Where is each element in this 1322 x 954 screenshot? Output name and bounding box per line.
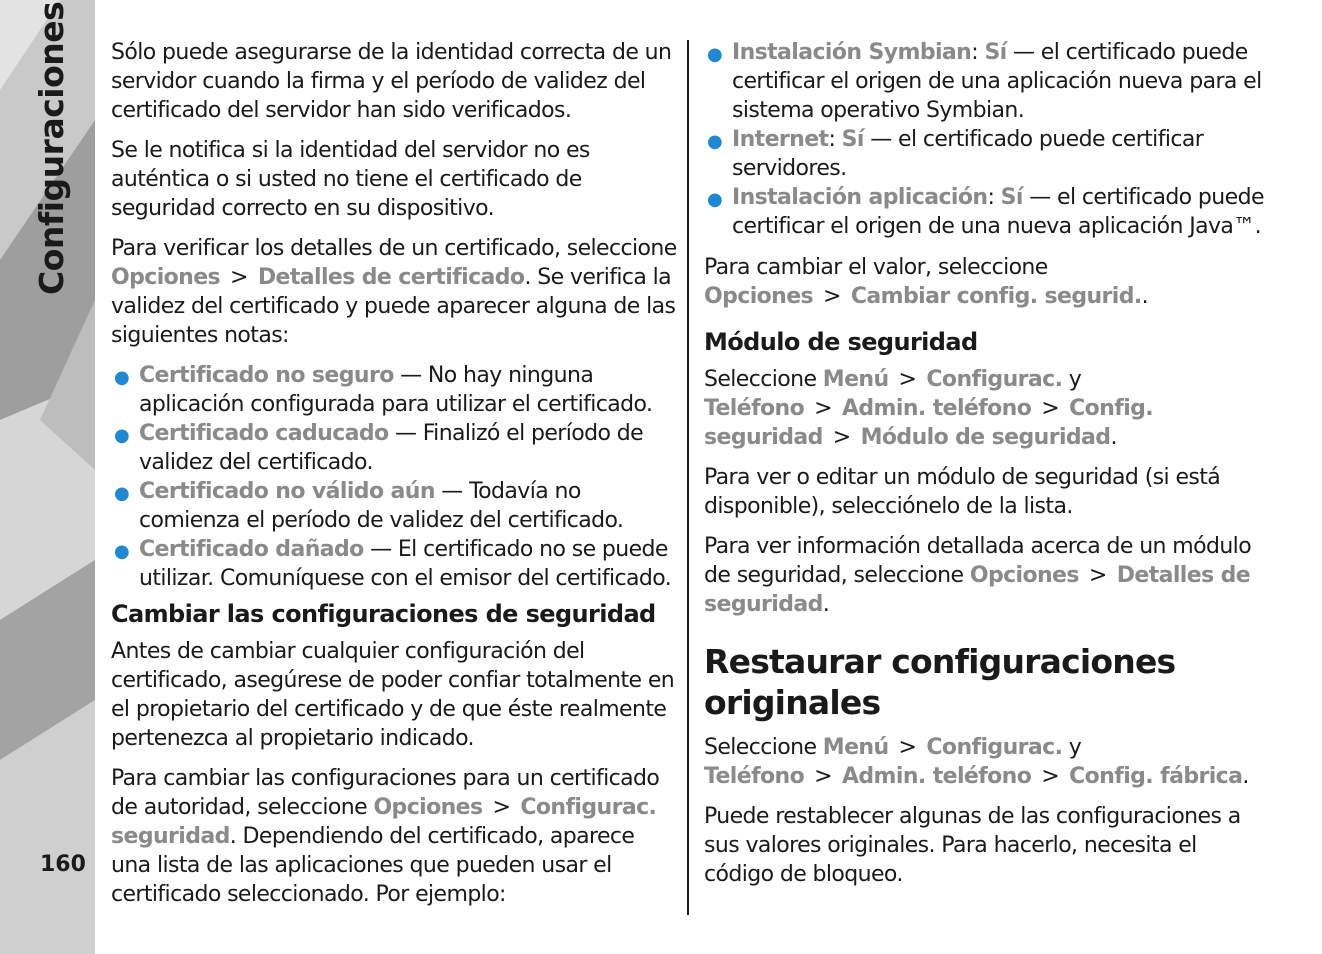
bullet-dot-icon: ●	[707, 189, 723, 210]
heading-restore: Restaurar configuraciones originales	[704, 642, 1176, 722]
menu-detalles-certificado: Detalles de certificado	[257, 265, 525, 290]
menu-opciones: Opciones	[111, 265, 221, 290]
right-column	[704, 38, 1270, 900]
application-list	[704, 38, 1270, 241]
bullet-dot-icon: ●	[707, 131, 723, 152]
list-item: ● Certificado no válido aún — Todavía no comienza el período de validez del certificado.	[114, 479, 624, 533]
paragraph-notification: Se le notifica si la identidad del servidor no es auténtica o si usted no tiene el certificado de seguridad correcto en su dispositivo.	[111, 138, 590, 221]
paragraph-restore-info: Puede restablecer algunas de las configuraciones a sus valores originales. Para hacerlo, necesita el código de bloqueo.	[704, 804, 1241, 887]
menu-opciones: Opciones	[704, 284, 814, 309]
page-number: 160	[40, 852, 86, 877]
list-item: ● Instalación Symbian: Sí — el certificado puede certificar el origen de una aplicación nueva para el sistema operativo Symbian.	[707, 40, 1262, 123]
paragraph-trust: Antes de cambiar cualquier configuración del certificado, asegúrese de poder confiar totalmente en el propietario del certificado y de que éste realmente pertenezca al propietario indicado.	[111, 639, 675, 751]
path-separator: >	[492, 795, 511, 820]
path-separator: >	[823, 284, 841, 309]
menu-configurac-seguridad: Configurac. seguridad	[111, 795, 657, 849]
bullet-dot-icon: ●	[114, 425, 130, 446]
paragraph-module-view: Para ver o editar un módulo de seguridad (si está disponible), selecciónelo de la lista.	[704, 465, 1221, 519]
list-item: ● Certificado no seguro — No hay ninguna aplicación configurada para utilizar el certificado.	[114, 363, 653, 417]
bullet-dot-icon: ●	[707, 44, 723, 65]
list-item: ● Certificado dañado — El certificado no se puede utilizar. Comuníquese con el emisor del certificado.	[114, 537, 672, 591]
left-column	[111, 38, 677, 920]
list-item: ● Internet: Sí — el certificado puede certificar servidores.	[707, 127, 1204, 181]
certificate-notes-list	[111, 361, 677, 593]
menu-cambiar-config: Cambiar config. segurid.	[850, 284, 1142, 309]
heading-change-security: Cambiar las configuraciones de seguridad	[111, 600, 656, 628]
heading-security-module: Módulo de seguridad	[704, 328, 978, 356]
paragraph-module-details: Para ver información detallada acerca de un módulo de seguridad, seleccione Opciones > Detalles de seguridad.	[704, 534, 1252, 617]
paragraph-identity: Sólo puede asegurarse de la identidad correcta de un servidor cuando la firma y el período de validez del certificado del servidor han sido verificados.	[111, 40, 672, 123]
column-divider	[687, 40, 689, 915]
bullet-dot-icon: ●	[114, 483, 130, 504]
paragraph-restore-path: Seleccione Menú > Configurac. y Teléfono > Admin. teléfono > Config. fábrica.	[704, 735, 1249, 789]
menu-opciones: Opciones	[373, 795, 483, 820]
paragraph-module-path: Seleccione Menú > Configurac. y Teléfono > Admin. teléfono > Config. seguridad > Módulo de seguridad.	[704, 367, 1154, 450]
paragraph-change-authority: Para cambiar las configuraciones para un certificado de autoridad, seleccione Opciones > Configurac. seguridad. Dependiendo del certificado, aparece una lista de las aplicaciones que pueden usar el certificado seleccionado. Por ejemplo:	[111, 766, 660, 907]
paragraph-change-value: Para cambiar el valor, seleccione Opciones > Cambiar config. segurid..	[704, 255, 1149, 309]
list-item: ● Certificado caducado — Finalizó el período de validez del certificado.	[114, 421, 644, 475]
paragraph-verify: Para verificar los detalles de un certificado, seleccione Opciones > Detalles de certificado. Se verifica la validez del certificado y puede aparecer alguna de las siguientes notas:	[111, 236, 677, 348]
bullet-dot-icon: ●	[114, 541, 130, 562]
path-separator: >	[230, 265, 248, 290]
section-title: Configuraciones	[32, 1, 71, 295]
bullet-dot-icon: ●	[114, 367, 130, 388]
list-item: ● Instalación aplicación: Sí — el certificado puede certificar el origen de una nueva aplicación Java™.	[707, 185, 1264, 239]
